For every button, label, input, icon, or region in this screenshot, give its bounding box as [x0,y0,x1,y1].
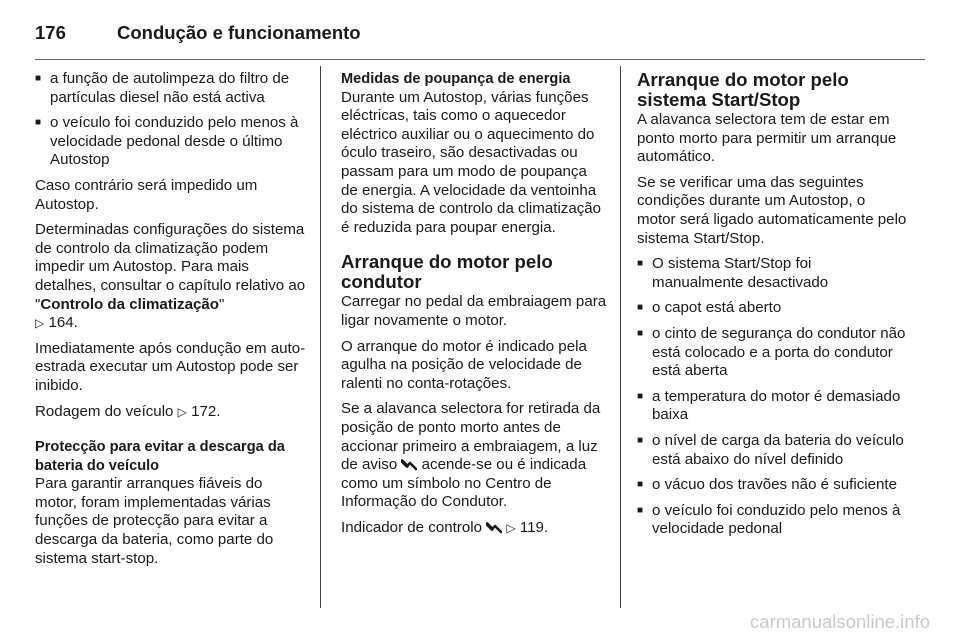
paragraph [341,519,607,538]
engine-warning-icon [401,458,417,471]
list-item: ■ o veículo foi conduzido pelo menos à velocidade pedonal desde o último Autostop [35,114,307,170]
paragraph [35,221,307,333]
bullet-list [637,255,907,539]
section-heading: Arranque do motor pelo sistema Start/Stop [637,69,849,110]
engine-warning-icon [486,521,502,534]
column-1 [35,70,307,575]
column-3 [637,70,907,546]
paragraph: Imediatamente após condução em auto-estrada executar um Autostop pode ser inibido. [35,339,306,394]
page-header [35,16,361,50]
section-heading: Medidas de poupança de energia [341,71,571,87]
section-heading: Protecção para evitar a descarga da bateria do veículo [35,439,285,474]
paragraph-text: Se a alavanca selectora for retirada da posição de ponto morto antes de accionar primeiro a embraiagem, a luz de aviso [341,400,601,474]
page-ref-arrow-icon: ▷ [35,316,45,331]
paragraph: O arranque do motor é indicado pela agulha na posição de velocidade de ralenti no conta-rotações. [341,337,587,392]
page-ref-link[interactable]: 164. [48,314,78,332]
paragraph-text: acende-se ou é indicada como um símbolo no Centro de Informação do Condutor. [341,456,587,511]
header-rule [35,59,925,60]
paragraph-text: Determinadas configurações do sistema de controlo da climatização podem impedir um Autostop. Para mais detalhes, consultar o capítulo relativo ao " [35,221,306,313]
column-divider [320,66,321,608]
list-item: ■ o cinto de segurança do condutor não está colocado e a porta do condutor está aberta [637,325,907,381]
page-ref-arrow-icon: ▷ [506,520,516,535]
list-item: ■ a função de autolimpeza do filtro de partículas diesel não está activa [35,70,307,107]
paragraph [35,403,307,422]
page-ref-link[interactable]: 172. [191,402,221,420]
list-item: ■ o capot está aberto [637,299,907,318]
paragraph-text: Rodagem do veículo [35,402,174,420]
page-ref-arrow-icon: ▷ [177,404,187,419]
section-heading: Arranque do motor pelo condutor [341,251,553,293]
list-item: ■ o vácuo dos travões não é suficiente [637,476,907,495]
paragraph: Carregar no pedal da embraiagem para ligar novamente o motor. [341,293,607,329]
list-item: ■ a temperatura do motor é demasiado baixa [637,388,907,425]
paragraph: Durante um Autostop, várias funções eléctricas, tais como o aquecedor eléctrico auxiliar ou o aquecimento do óculo traseiro, são desactivadas ou passam para um modo de poupança de energia. A velocidade da ventoinha do sistema de controlo da climatização é reduzida para poupar energia. [341,88,602,236]
paragraph-text: Indicador de controlo [341,518,482,536]
watermark: carmanualsonline.info [750,611,930,632]
list-item: ■ o veículo foi conduzido pelo menos à velocidade pedonal [637,502,907,539]
quote-mark: " [219,295,225,313]
page-title: Condução e funcionamento [117,22,361,43]
cross-ref-title-link[interactable]: Controlo da climatização [40,295,220,313]
paragraph: Caso contrário será impedido um Autostop. [35,176,258,213]
paragraph [341,400,607,512]
list-item: ■ O sistema Start/Stop foi manualmente desactivado [637,255,907,292]
paragraph: Se se verificar uma das seguintes condições durante um Autostop, o motor será ligado automaticamente pelo sistema Start/Stop. [637,173,907,247]
paragraph: A alavanca selectora tem de estar em ponto morto para permitir um arranque automático. [637,111,897,166]
paragraph: Para garantir arranques fiáveis do motor, foram implementadas várias funções de protecção para evitar a descarga da bateria, como parte do sistema start-stop. [35,475,274,567]
column-divider [620,66,621,608]
page-ref-link[interactable]: 119. [519,518,549,536]
list-item: ■ o nível de carga da bateria do veículo está abaixo do nível definido [637,432,907,469]
bullet-list [35,70,307,170]
page-number: 176 [35,22,66,43]
column-2 [341,70,607,544]
